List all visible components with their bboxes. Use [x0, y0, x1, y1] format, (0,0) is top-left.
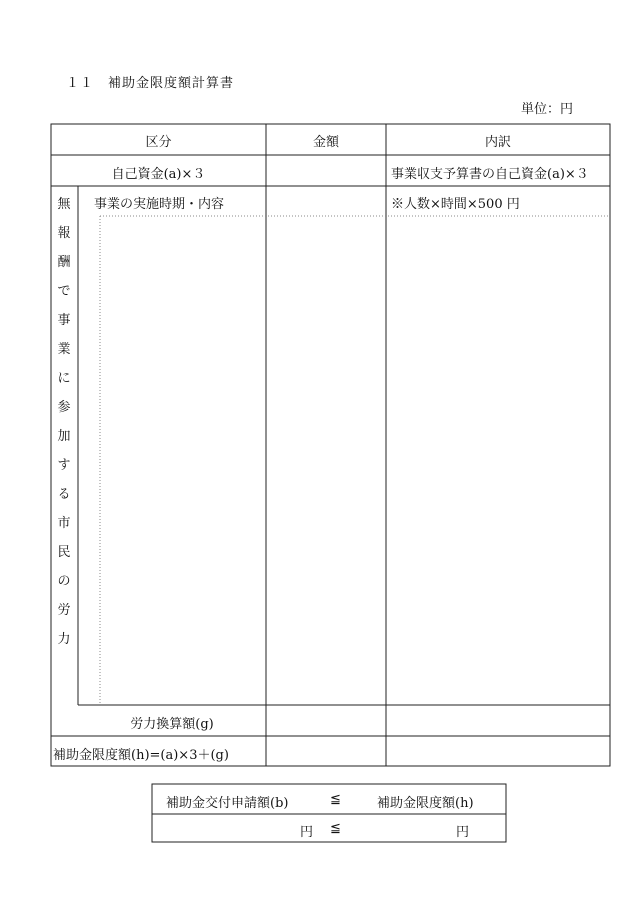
vertical-label-char: 力 — [57, 632, 71, 647]
vertical-label-char: 酬 — [57, 255, 71, 270]
vertical-label-char: 事 — [57, 313, 71, 328]
limit-formula-label: 補助金限度額(h)=(a)×3＋(g) — [53, 748, 229, 763]
vertical-label-char: る — [57, 487, 71, 502]
vertical-label-char: の — [57, 574, 71, 589]
vertical-label-char: で — [57, 284, 71, 299]
header-breakdown: 内訳 — [484, 135, 511, 150]
vertical-label-char: 市 — [57, 516, 71, 531]
table-border — [51, 124, 610, 766]
vertical-label-char: 報 — [57, 226, 71, 241]
yen-label-right: 円 — [456, 825, 470, 840]
own-funds-label: 自己資金(a)×３ — [111, 167, 206, 182]
vertical-label-char: 参 — [57, 400, 71, 415]
own-funds-note: 事業収支予算書の自己資金(a)×３ — [391, 167, 589, 182]
labor-conversion-label: 労力換算額(g) — [130, 717, 214, 732]
yen-label-left: 円 — [300, 825, 314, 840]
vertical-label-char: 加 — [57, 429, 71, 444]
vertical-label-char: 業 — [57, 342, 71, 357]
period-content-label: 事業の実施時期・内容 — [94, 197, 225, 212]
request-amount-label: 補助金交付申請額(b) — [166, 796, 289, 811]
leq-symbol-lower: ≦ — [330, 821, 341, 836]
vertical-label-char: 民 — [57, 545, 71, 560]
vertical-label-char: 労 — [57, 603, 71, 618]
header-category: 区分 — [145, 135, 172, 150]
limit-amount-label: 補助金限度額(h) — [377, 796, 474, 811]
unit-label: 単位：円 — [521, 102, 574, 117]
page-title: １１ 補助金限度額計算書 — [66, 76, 235, 91]
vertical-label-char: 無 — [57, 197, 71, 212]
vertical-label-char: す — [57, 458, 71, 473]
vertical-label-char: に — [57, 371, 71, 386]
leq-symbol: ≦ — [330, 792, 341, 807]
labor-note: ※人数×時間×500 円 — [391, 197, 520, 212]
header-amount: 金額 — [312, 135, 339, 150]
